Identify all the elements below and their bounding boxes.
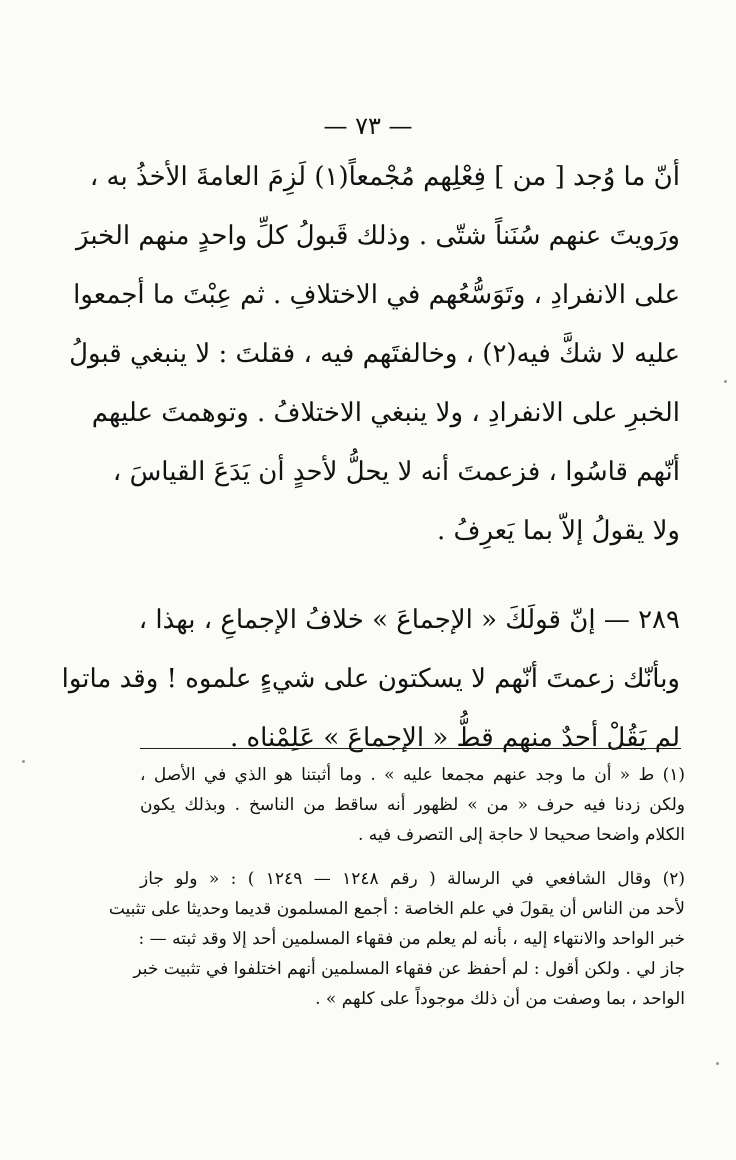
text-line: أنّهم قاسُوا ، فزعمتَ أنه لا يحلُّ لأحدٍ أن يَدَعَ القياسَ ، bbox=[112, 457, 680, 487]
paragraph-1 bbox=[69, 148, 680, 561]
text-line: ولا يقولُ إلاّ بما يَعرِفُ . bbox=[436, 516, 680, 546]
footnote-2 bbox=[108, 864, 686, 1014]
footnote-line: الواحد ، بما وصفت من أن ذلك موجوداً على كلهم » . bbox=[315, 989, 685, 1009]
page-number: — ٧٣ — bbox=[323, 112, 413, 140]
paper-speck bbox=[724, 380, 727, 383]
text-line: وبأنّك زعمتَ أنّهم لا يسكتون على شيءٍ علموه ! وقد ماتوا bbox=[61, 664, 680, 694]
text-line: ٢٨٩ — إنّ قولَكَ « الإجماعَ » خلافُ الإجماعِ ، بهذا ، bbox=[138, 605, 680, 635]
footnote-line: الكلام واضحا صحيحا لا حاجة إلى التصرف فيه . bbox=[357, 825, 685, 845]
footnote-line: (٢) وقال الشافعي في الرسالة ( رقم ١٢٤٨ — ١٢٤٩ ) : « ولو جاز bbox=[140, 869, 686, 889]
footnote-divider bbox=[140, 748, 681, 749]
text-line: ورَويتَ عنهم سُنَناً شتّى . وذلك قَبولُ كلِّ واحدٍ منهم الخبرَ bbox=[75, 221, 680, 251]
text-line: أنّ ما وُجد [ من ] فِعْلِهم مُجْمعاً(١) لَزِمَ العامةَ الأخذُ به ، bbox=[89, 162, 680, 192]
footnote-1 bbox=[140, 760, 685, 850]
text-line: على الانفرادِ ، وتَوَسُّعُهم في الاختلافِ . ثم عِبْتَ ما أجمعوا bbox=[73, 280, 680, 310]
footnote-line: خبر الواحد والانتهاء إليه ، بأنه لم يعلم من فقهاء المسلمين أحد إلا وقد ثبته — : bbox=[138, 929, 685, 949]
footnote-line: لأحد من الناس أن يقولَ في علم الخاصة : أجمع المسلمون قديما وحديثا على تثبيت bbox=[108, 899, 685, 919]
main-text bbox=[61, 148, 680, 768]
paper-speck bbox=[22, 760, 25, 763]
text-line: عليه لا شكَّ فيه(٢) ، وخالفتَهم فيه ، فقلتَ : لا ينبغي قبولُ bbox=[69, 339, 680, 369]
footnote-line: ولكن زدنا فيه حرف « من » لظهور أنه ساقط من الناسخ . وبذلك يكون bbox=[140, 795, 685, 815]
paragraph-2 bbox=[61, 591, 680, 768]
text-line: لم يَقُلْ أحدٌ منهم قطُّ « الإجماعَ » عَلِمْناه . bbox=[229, 723, 680, 753]
footnotes bbox=[108, 760, 686, 1014]
paper-speck bbox=[716, 1062, 719, 1065]
footnote-gap bbox=[140, 850, 685, 864]
paragraph-gap bbox=[140, 561, 680, 591]
footnote-line: جاز لي . ولكن أقول : لم أحفظ عن فقهاء المسلمين أنهم اختلفوا في تثبيت خبر bbox=[133, 959, 685, 979]
text-line: الخبرِ على الانفرادِ ، ولا ينبغي الاختلافُ . وتوهمتَ عليهم bbox=[91, 398, 680, 428]
footnote-line: (١) ط « أن ما وجد عنهم مجمعا عليه » . وما أثبتنا هو الذي في الأصل ، bbox=[140, 765, 685, 785]
